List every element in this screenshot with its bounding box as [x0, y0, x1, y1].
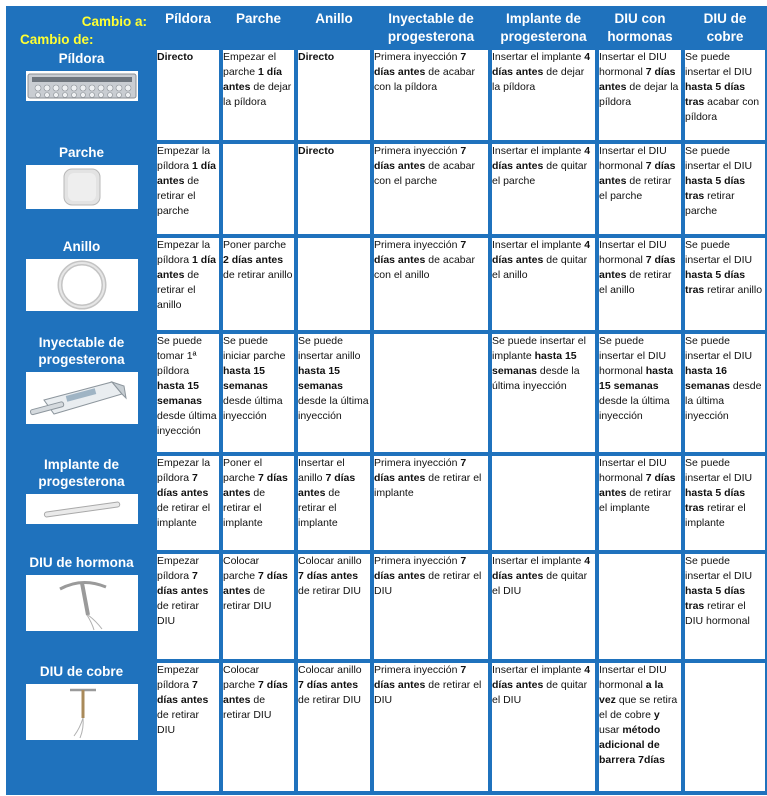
- table-cell: Se puede iniciar parche hasta 15 semanas desde última inyección: [223, 334, 294, 452]
- table-cell: Se puede insertar el DIU hasta 5 días tras retirar el implante: [685, 456, 765, 550]
- table-cell: Colocar anillo 7 días antes de retirar DIU: [298, 663, 370, 791]
- table-cell: Empezar píldora 7 días antes de retirar DIU: [157, 554, 219, 659]
- table-cell: Insertar el anillo 7 días antes de retirar el implante: [298, 456, 370, 550]
- row-header-label: Parche: [58, 145, 105, 160]
- table-cell: Se puede insertar el DIU hormonal hasta 15 semanas desde la última inyección: [599, 334, 681, 452]
- table-cell: Insertar el DIU hormonal 7 días antes de retirar el parche: [599, 144, 681, 234]
- table-cell: Insertar el implante 4 días antes de quitar el parche: [492, 144, 595, 234]
- table-cell: Primera inyección 7 días antes de retirar el DIU: [374, 663, 488, 791]
- table-cell: Se puede insertar el DIU hasta 5 días tras retirar anillo: [685, 238, 765, 330]
- table-cell: Primera inyección 7 días antes de retirar el implante: [374, 456, 488, 550]
- implant-image: [26, 494, 138, 524]
- row-header-label: DIU de hormona: [29, 555, 134, 570]
- column-header: Anillo: [298, 10, 370, 46]
- table-cell: Empezar la píldora 7 días antes de retirar el implante: [157, 456, 219, 550]
- table-row: [10, 144, 765, 234]
- table-row: [10, 50, 765, 140]
- table-cell: Insertar el DIU hormonal a la vez que se retira el de cobre y usar método adicional de barrera 7días: [599, 663, 681, 791]
- table-cell: Se puede insertar el DIU hasta 5 días tras retirar el DIU hormonal: [685, 554, 765, 659]
- table-cell: Se puede insertar el DIU hasta 16 semanas desde la última inyección: [685, 334, 765, 452]
- row-header: [10, 334, 153, 452]
- table-cell: [223, 144, 294, 234]
- copper-iud-image: [26, 684, 138, 740]
- table-cell: Insertar el implante 4 días antes de quitar el anillo: [492, 238, 595, 330]
- table-row: [10, 334, 765, 452]
- patch-image: [26, 165, 138, 209]
- column-header: Parche: [223, 10, 294, 46]
- table-cell: Poner parche 2 días antes de retirar anillo: [223, 238, 294, 330]
- table-cell: Insertar el implante 4 días antes de dejar la píldora: [492, 50, 595, 140]
- row-header-label: Implante de progesterona: [38, 457, 125, 489]
- row-header-label: Píldora: [58, 51, 105, 66]
- column-header: Implante de progesterona: [492, 10, 595, 46]
- table-cell: Insertar el DIU hormonal 7 días antes de retirar el implante: [599, 456, 681, 550]
- corner-to-label: Cambio a:: [81, 14, 147, 29]
- row-header: [10, 456, 153, 550]
- table-cell: Colocar parche 7 días antes de retirar DIU: [223, 663, 294, 791]
- header-row: [10, 10, 765, 46]
- row-header: [10, 554, 153, 659]
- table-cell: Insertar el DIU hormonal 7 días antes de retirar el anillo: [599, 238, 681, 330]
- table-cell: Se puede insertar anillo hasta 15 semanas desde la última inyección: [298, 334, 370, 452]
- table-cell: Se puede tomar 1ª píldora hasta 15 semanas desde última inyección: [157, 334, 219, 452]
- column-header: Píldora: [157, 10, 219, 46]
- table-cell: [298, 238, 370, 330]
- table-cell: Directo: [298, 50, 370, 140]
- table-cell: [374, 334, 488, 452]
- row-header: [10, 144, 153, 234]
- table-cell: Empezar la píldora 1 día antes de retirar el anillo: [157, 238, 219, 330]
- corner-from-label: Cambio de:: [20, 32, 94, 47]
- contraception-switch-table: [6, 6, 767, 795]
- column-header: DIU de cobre: [685, 10, 765, 46]
- table-cell: Insertar el implante 4 días antes de quitar el DIU: [492, 663, 595, 791]
- row-header-label: Inyectable de progesterona: [38, 335, 125, 367]
- table-cell: Se puede insertar el DIU hasta 5 días tras retirar parche: [685, 144, 765, 234]
- row-header: [10, 238, 153, 330]
- table-cell: Primera inyección 7 días antes de retirar el DIU: [374, 554, 488, 659]
- corner-cell: [10, 10, 153, 46]
- row-header: [10, 663, 153, 791]
- table-cell: Insertar el DIU hormonal 7 días antes de dejar la píldora: [599, 50, 681, 140]
- column-header: Inyectable de progesterona: [374, 10, 488, 46]
- injectable-image: [26, 372, 138, 424]
- table-cell: Poner el parche 7 días antes de retirar el implante: [223, 456, 294, 550]
- table-cell: Colocar anillo 7 días antes de retirar DIU: [298, 554, 370, 659]
- ring-image: [26, 259, 138, 311]
- table-cell: Se puede insertar el implante hasta 15 semanas desde la última inyección: [492, 334, 595, 452]
- table-row: [10, 238, 765, 330]
- table-cell: Primera inyección 7 días antes de acabar con el anillo: [374, 238, 488, 330]
- table-cell: [492, 456, 595, 550]
- row-header-label: Anillo: [62, 239, 101, 254]
- table-row: [10, 456, 765, 550]
- table-cell: Empezar la píldora 1 día antes de retirar el parche: [157, 144, 219, 234]
- table-cell: [599, 554, 681, 659]
- row-header: [10, 50, 153, 140]
- table-cell: Se puede insertar el DIU hasta 5 días tras acabar con píldora: [685, 50, 765, 140]
- table-cell: Primera inyección 7 días antes de acabar con el parche: [374, 144, 488, 234]
- table-cell: Directo: [157, 50, 219, 140]
- row-header-label: DIU de cobre: [39, 664, 124, 679]
- table-cell: Insertar el implante 4 días antes de quitar el DIU: [492, 554, 595, 659]
- table-cell: Empezar el parche 1 día antes de dejar la píldora: [223, 50, 294, 140]
- table-cell: Directo: [298, 144, 370, 234]
- table-cell: [685, 663, 765, 791]
- table-cell: Primera inyección 7 días antes de acabar con la píldora: [374, 50, 488, 140]
- table-cell: Empezar píldora 7 días antes de retirar DIU: [157, 663, 219, 791]
- column-header: DIU con hormonas: [599, 10, 681, 46]
- table-row: [10, 663, 765, 791]
- table-row: [10, 554, 765, 659]
- hormonal-iud-image: [26, 575, 138, 631]
- table-cell: Colocar parche 7 días antes de retirar DIU: [223, 554, 294, 659]
- pill-blister-image: [26, 71, 138, 101]
